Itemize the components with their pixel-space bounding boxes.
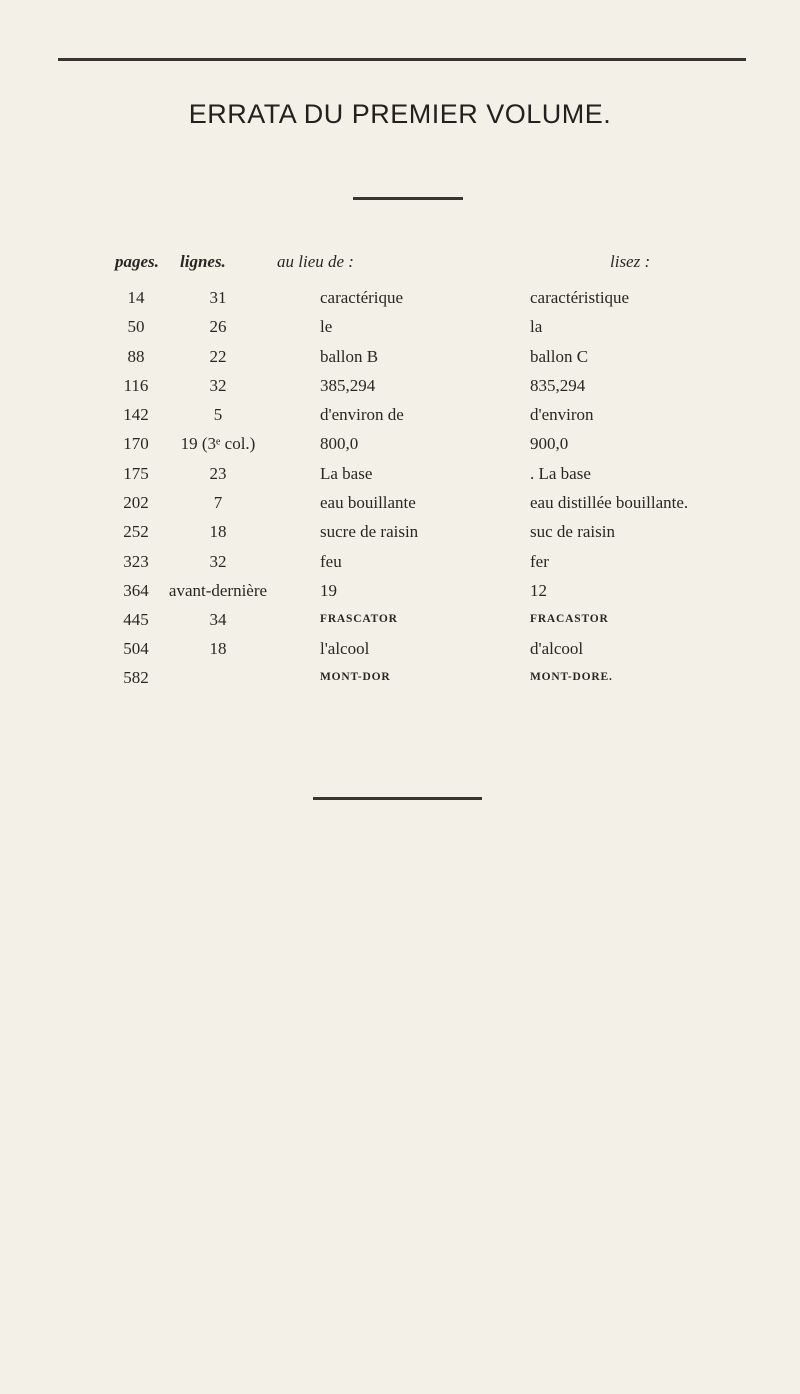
cell-page: 323 [123, 552, 149, 571]
cell-page: 175 [123, 464, 149, 483]
cell-lisez: d'environ [530, 405, 594, 424]
cell-au-lieu-de: feu [320, 552, 342, 571]
cell-ligne: 18 [209, 639, 227, 658]
header-pages: pages. [115, 252, 159, 271]
cell-page: 50 [127, 317, 145, 336]
bottom-rule [313, 797, 482, 800]
cell-au-lieu-de: FRASCATOR [320, 613, 398, 625]
table-row [0, 318, 800, 348]
cell-lisez: fer [530, 552, 549, 571]
cell-ligne: 34 [209, 610, 227, 629]
cell-lisez: 900,0 [530, 434, 569, 453]
header-au-lieu-de: au lieu de : [277, 252, 354, 271]
cell-page: 116 [123, 376, 149, 395]
cell-ligne: 22 [209, 347, 227, 366]
table-row [0, 640, 800, 670]
cell-ligne: 7 [213, 493, 223, 512]
cell-lisez: suc de raisin [530, 522, 615, 541]
table-row [0, 582, 800, 612]
cell-lisez: 12 [530, 581, 547, 600]
cell-lisez: d'alcool [530, 639, 584, 658]
cell-au-lieu-de: ballon B [320, 347, 379, 366]
table-row [0, 523, 800, 553]
cell-au-lieu-de: le [320, 317, 333, 336]
cell-page: 170 [123, 434, 149, 453]
cell-au-lieu-de: caractérique [320, 288, 404, 307]
table-row [0, 669, 800, 699]
table-row [0, 289, 800, 319]
cell-page: 202 [123, 493, 149, 512]
cell-au-lieu-de: MONT-DOR [320, 671, 391, 683]
table-row [0, 553, 800, 583]
top-rule [58, 58, 746, 61]
cell-lisez: MONT-DORE. [530, 671, 613, 683]
table-row [0, 611, 800, 641]
cell-ligne: 19 (3ᵉ col.) [180, 434, 256, 453]
table-row [0, 406, 800, 436]
cell-ligne: 5 [213, 405, 223, 424]
cell-au-lieu-de: sucre de raisin [320, 522, 419, 541]
cell-lisez: . La base [530, 464, 591, 483]
table-row [0, 465, 800, 495]
cell-au-lieu-de: La base [320, 464, 373, 483]
cell-ligne: avant-dernière [168, 581, 268, 600]
cell-au-lieu-de: d'environ de [320, 405, 404, 424]
table-row [0, 494, 800, 524]
header-lisez: lisez : [610, 252, 651, 271]
cell-au-lieu-de: l'alcool [320, 639, 370, 658]
cell-page: 14 [127, 288, 145, 307]
cell-page: 582 [123, 668, 149, 687]
cell-ligne: 32 [209, 552, 227, 571]
cell-ligne: 23 [209, 464, 227, 483]
table-row [0, 348, 800, 378]
cell-page: 445 [123, 610, 149, 629]
cell-lisez: la [530, 317, 543, 336]
cell-page: 504 [123, 639, 149, 658]
cell-ligne: 32 [209, 376, 227, 395]
cell-lisez: FRACASTOR [530, 613, 609, 625]
cell-lisez: eau distillée bouillante. [530, 493, 689, 512]
cell-au-lieu-de: 800,0 [320, 434, 359, 453]
cell-page: 88 [127, 347, 145, 366]
table-row [0, 435, 800, 465]
cell-lisez: caractéristique [530, 288, 630, 307]
cell-au-lieu-de: 19 [320, 581, 337, 600]
cell-ligne: 18 [209, 522, 227, 541]
header-lignes: lignes. [180, 252, 226, 271]
cell-page: 252 [123, 522, 149, 541]
page-title: ERRATA DU PREMIER VOLUME. [188, 99, 612, 129]
cell-page: 142 [123, 405, 149, 424]
cell-lisez: 835,294 [530, 376, 586, 395]
cell-au-lieu-de: eau bouillante [320, 493, 416, 512]
cell-ligne: 26 [209, 317, 227, 336]
table-row [0, 377, 800, 407]
cell-au-lieu-de: 385,294 [320, 376, 376, 395]
cell-page: 364 [123, 581, 149, 600]
cell-ligne: 31 [209, 288, 227, 307]
title-separator-rule [353, 197, 463, 200]
cell-lisez: ballon C [530, 347, 589, 366]
